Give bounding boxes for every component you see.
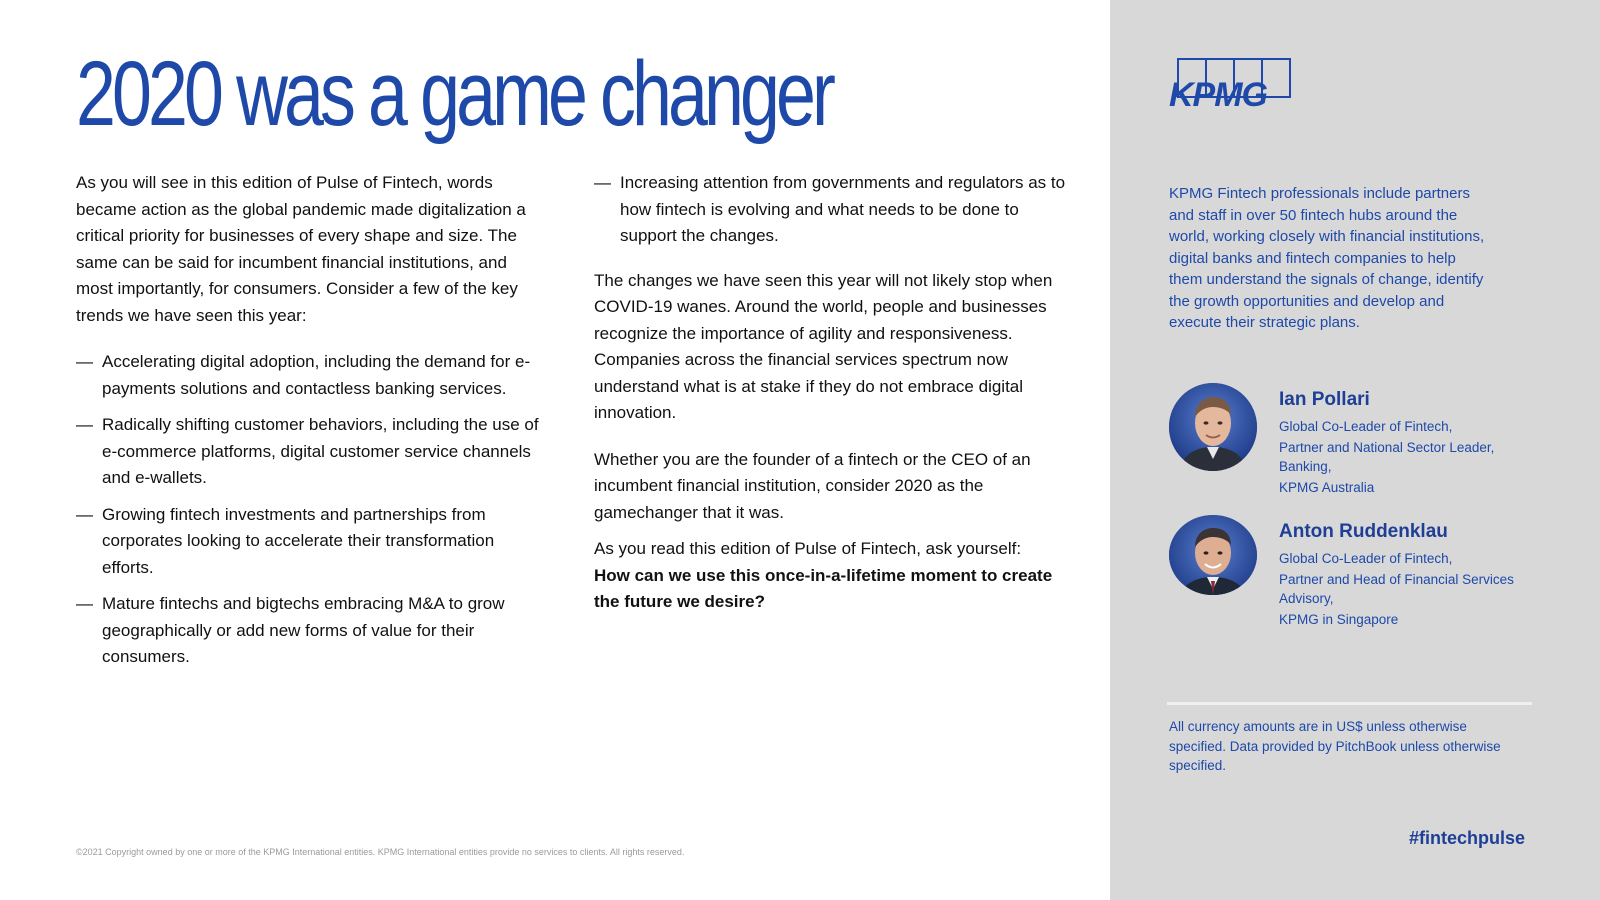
contact-location: KPMG in Singapore — [1279, 612, 1399, 627]
contact-details — [1279, 417, 1549, 499]
copyright-notice: ©2021 Copyright owned by one or more of the KPMG International entities. KPMG International entities provide no services to clients. All rights reserved. — [76, 847, 685, 857]
hashtag-link[interactable]: #fintechpulse — [1408, 828, 1525, 848]
person-photo-icon — [1169, 515, 1257, 595]
intro-paragraph: As you will see in this edition of Pulse of Fintech, words became action as the global pandemic made digitalization a critical priority for businesses of every shape and size. The same can be said for incumbent financial institutions, and most importantly, for consumers. Consider a few of the key trends we have seen this year: — [76, 173, 526, 325]
contact-role: Partner and National Sector Leader, Banking, — [1279, 440, 1495, 474]
avatar — [1169, 515, 1257, 595]
key-question: How can we use this once-in-a-lifetime moment to create the future we desire? — [594, 565, 1053, 611]
logo-text: KPMG — [1169, 76, 1267, 114]
trend-text: Growing fintech investments and partnerships from corporates looking to accelerate their transformation efforts. — [102, 504, 495, 577]
dash-marker: — — [76, 352, 93, 371]
person-photo-icon — [1169, 383, 1257, 471]
currency-note: All currency amounts are in US$ unless otherwise specified. Data provided by PitchBook unless otherwise specified. — [1169, 719, 1501, 773]
avatar — [1169, 383, 1257, 471]
trend-item — [76, 502, 546, 582]
contact-role: Global Co-Leader of Fintech, — [1279, 551, 1453, 566]
contact-name: Ian Pollari — [1279, 389, 1370, 410]
trend-text: Accelerating digital adoption, including the demand for e-payments solutions and contactless banking services. — [102, 352, 531, 398]
divider — [1167, 702, 1532, 705]
trend-text: Increasing attention from governments and regulators as to how fintech is evolving and what needs to be done to support the changes. — [620, 173, 1066, 245]
right-column — [594, 170, 1074, 636]
trend-item — [594, 170, 1074, 250]
sidebar — [1110, 0, 1600, 900]
trend-text: Mature fintechs and bigtechs embracing M&A to grow geographically or add new forms of value for their consumers. — [102, 594, 505, 666]
contact-role: Global Co-Leader of Fintech, — [1279, 419, 1453, 434]
page-title: 2020 was a game changer — [76, 43, 833, 145]
dash-marker: — — [76, 594, 93, 613]
contact-name: Anton Ruddenklau — [1279, 521, 1448, 542]
contact-details — [1279, 549, 1549, 631]
kpmg-logo — [1169, 58, 1289, 113]
trend-list — [76, 349, 546, 671]
changes-paragraph: The changes we have seen this year will not likely stop when COVID-19 wanes. Around the world, people and businesses recognize the importance of agility and responsiveness. Companies across the financial services spectrum now understand what is at stake if they do not embrace digital innovation. — [594, 270, 1053, 422]
trend-text: Radically shifting customer behaviors, including the use of e-commerce platforms, digital customer service channels and e-wallets. — [102, 415, 539, 487]
trend-list-continued — [594, 170, 1074, 250]
dash-marker: — — [76, 504, 93, 524]
question-paragraph — [594, 536, 1074, 616]
contact-role: Partner and Head of Financial Services Advisory, — [1279, 572, 1514, 606]
founder-paragraph: Whether you are the founder of a fintech or the CEO of an incumbent financial institution, consider 2020 as the gamechanger that it was. — [594, 449, 1031, 522]
dash-marker: — — [76, 415, 93, 434]
dash-marker: — — [594, 173, 611, 192]
left-column — [76, 170, 546, 681]
trend-item — [76, 412, 546, 492]
sidebar-intro: KPMG Fintech professionals include partners and staff in over 50 fintech hubs around the world, working closely with financial institutions, digital banks and fintech companies to help them understand the signals of change, identify the growth opportunities and develop and execute their strategic plans. — [1169, 185, 1485, 331]
contact-location: KPMG Australia — [1279, 480, 1375, 495]
question-lead: As you read this edition of Pulse of Fintech, ask yourself: — [594, 539, 1022, 558]
trend-item — [76, 349, 546, 402]
trend-item — [76, 591, 546, 671]
